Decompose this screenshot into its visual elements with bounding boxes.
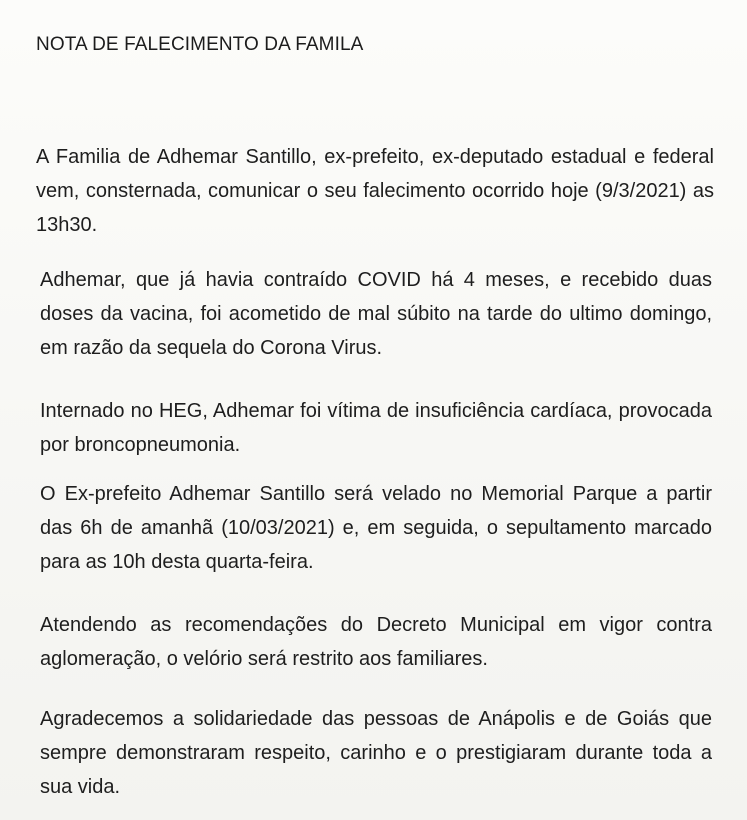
paragraph-announcement: A Familia de Adhemar Santillo, ex-prefeito, ex-deputado estadual e federal vem, consternada, comunicar o seu falecimento ocorrido hoje (9/3/2021) as 13h30. bbox=[36, 146, 714, 236]
paragraph-cause: Adhemar, que já havia contraído COVID há 4 meses, e recebido duas doses da vacina, foi acometido de mal súbito na tarde do ultimo domingo, em razão da sequela do Corona Virus. bbox=[40, 269, 712, 359]
document-title: NOTA DE FALECIMENTO DA FAMILA bbox=[36, 34, 364, 55]
paragraph-funeral-details: O Ex-prefeito Adhemar Santillo será velado no Memorial Parque a partir das 6h de amanhã (10/03/2021) e, em seguida, o sepultamento marcado para as 10h desta quarta-feira. bbox=[40, 483, 712, 573]
paragraph-thanks: Agradecemos a solidariedade das pessoas de Anápolis e de Goiás que sempre demonstraram respeito, carinho e o prestigiaram durante toda a sua vida. bbox=[40, 708, 712, 798]
paragraph-hospitalization: Internado no HEG, Adhemar foi vítima de insuficiência cardíaca, provocada por broncopneumonia. bbox=[40, 400, 712, 456]
paragraph-restrictions: Atendendo as recomendações do Decreto Municipal em vigor contra aglomeração, o velório será restrito aos familiares. bbox=[40, 614, 712, 670]
